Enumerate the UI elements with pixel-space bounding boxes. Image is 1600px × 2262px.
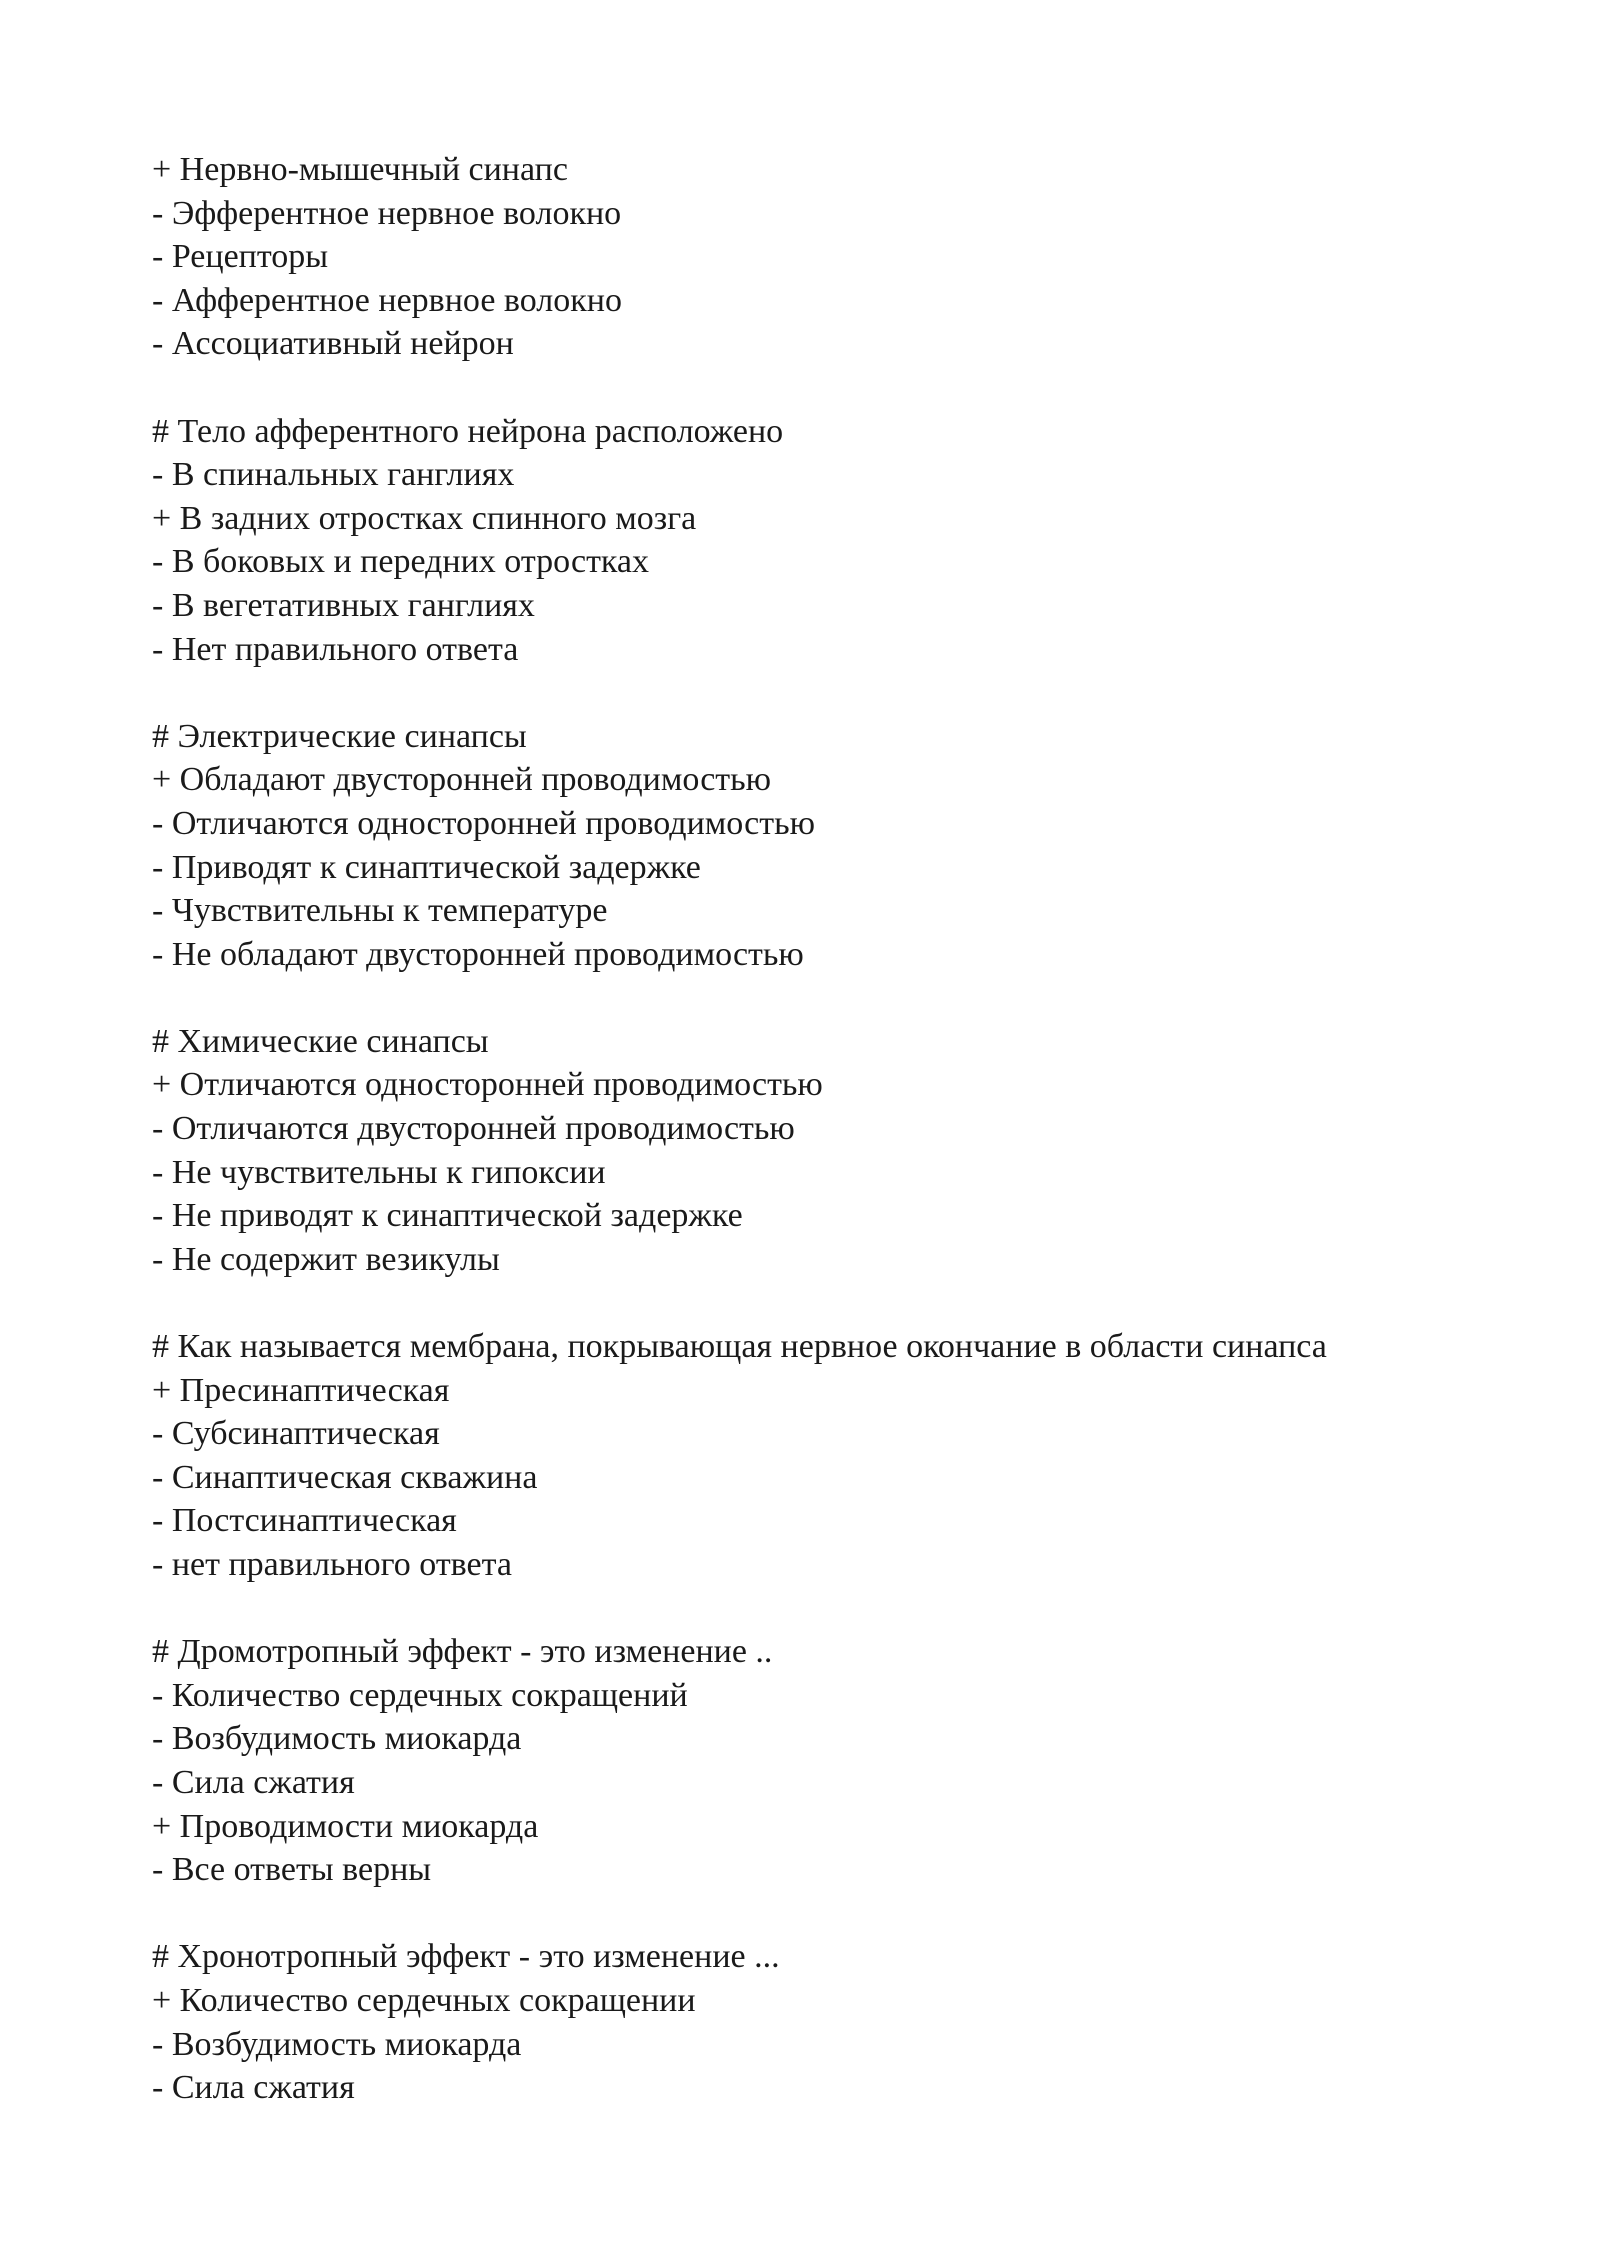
answer-option: - Возбудимость миокарда xyxy=(152,1720,522,1758)
answer-option: - Возбудимость миокарда xyxy=(152,2025,522,2063)
correct-answer: + Обладают двусторонней проводимостью xyxy=(152,761,772,799)
question-block-4 xyxy=(152,1020,1552,1282)
answer-option: - Не приводят к синаптической задержке xyxy=(152,1197,743,1235)
question-block-7 xyxy=(152,1935,1552,2109)
correct-answer: + Нервно-мышечный синапс xyxy=(152,151,568,188)
question-block-5 xyxy=(152,1325,1552,1587)
correct-answer: + Количество сердечных сокращении xyxy=(152,1981,696,2019)
answer-option: - Не содержит везикулы xyxy=(152,1240,500,1278)
answer-option: - Отличаются двусторонней проводимостью xyxy=(152,1110,795,1148)
question-text: # Дромотропный эффект - это изменение .. xyxy=(152,1633,773,1671)
question-block-6 xyxy=(152,1630,1552,1892)
question-text: # Хронотропный эффект - это изменение ... xyxy=(152,1938,780,1976)
answer-option: - Афферентное нервное волокно xyxy=(152,281,622,319)
answer-option: - Субсинаптическая xyxy=(152,1415,440,1453)
correct-answer: + В задних отростках спинного мозга xyxy=(152,499,697,537)
answer-block-1 xyxy=(152,148,1552,366)
answer-option: - Сила сжатия xyxy=(152,1763,355,1801)
answer-option: - Количество сердечных сокращений xyxy=(152,1676,688,1714)
answer-option: - Отличаются односторонней проводимостью xyxy=(152,804,815,842)
answer-option: - Сила сжатия xyxy=(152,2069,355,2107)
question-block-2 xyxy=(152,410,1552,672)
question-block-3 xyxy=(152,715,1552,977)
correct-answer: + Проводимости миокарда xyxy=(152,1807,539,1845)
answer-option: - В вегетативных ганглиях xyxy=(152,586,535,624)
answer-option: - Не обладают двусторонней проводимостью xyxy=(152,935,804,973)
answer-option: - Рецепторы xyxy=(152,238,329,276)
correct-answer: + Пресинаптическая xyxy=(152,1371,450,1409)
answer-option: - В боковых и передних отростках xyxy=(152,543,650,581)
question-text: # Как называется мембрана, покрывающая нервное окончание в области синапса xyxy=(152,1328,1327,1366)
answer-option: - Эфферентное нервное волокно xyxy=(152,194,622,232)
answer-option: - Постсинаптическая xyxy=(152,1502,457,1540)
answer-option: - Синаптическая скважина xyxy=(152,1458,538,1496)
answer-option: - Ассоциативный нейрон xyxy=(152,325,514,363)
question-text: # Химические синапсы xyxy=(152,1022,489,1060)
answer-option: - В спинальных ганглиях xyxy=(152,456,515,494)
answer-option: - Приводят к синаптической задержке xyxy=(152,848,701,886)
answer-option: - Чувствительны к температуре xyxy=(152,892,608,930)
answer-option: - Все ответы верны xyxy=(152,1851,432,1889)
correct-answer: + Отличаются односторонней проводимостью xyxy=(152,1066,823,1104)
question-text: # Тело афферентного нейрона расположено xyxy=(152,412,784,450)
answer-option: - Не чувствительны к гипоксии xyxy=(152,1153,606,1191)
answer-option: - нет правильного ответа xyxy=(152,1546,512,1583)
answer-option: - Нет правильного ответа xyxy=(152,630,519,668)
document-page xyxy=(152,148,1552,2153)
question-text: # Электрические синапсы xyxy=(152,717,527,755)
